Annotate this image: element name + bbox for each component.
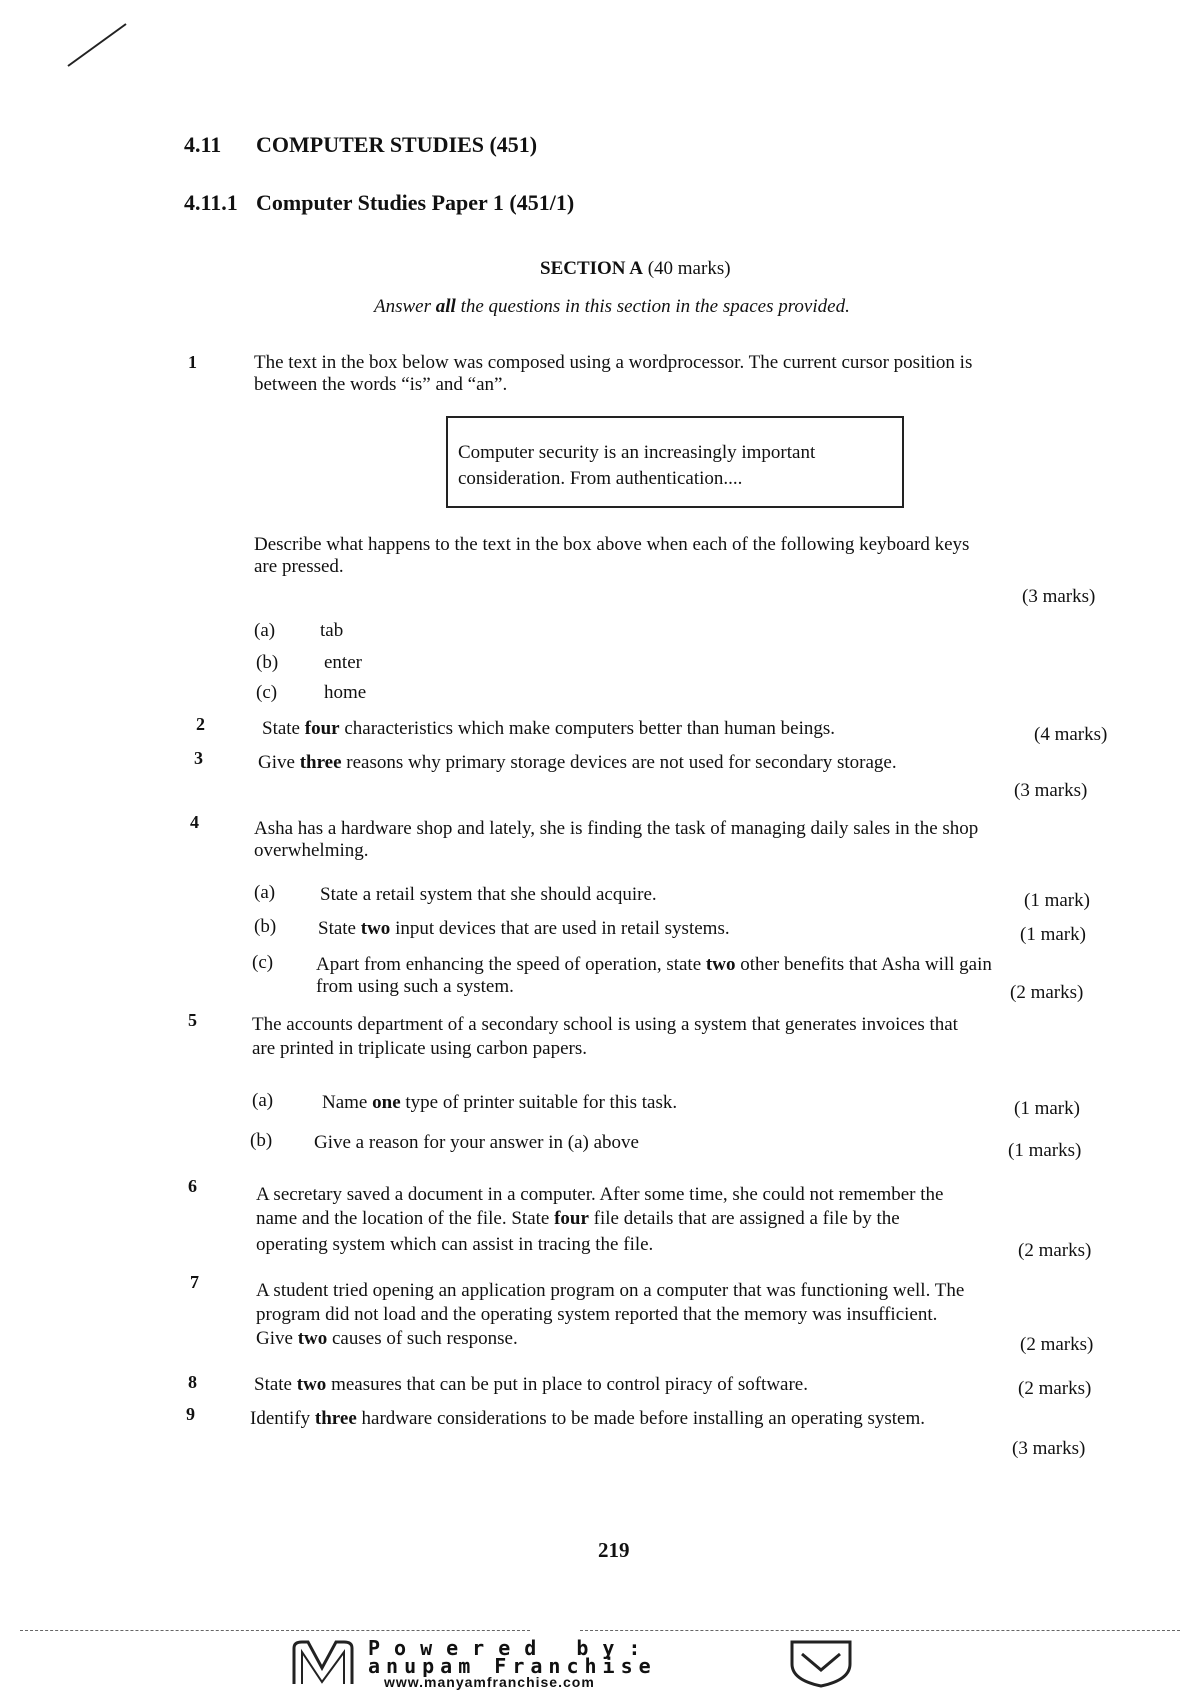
question-1-line-2: between the words “is” and “an”. bbox=[254, 374, 508, 395]
subsection-title: Computer Studies Paper 1 (451/1) bbox=[256, 190, 575, 215]
question-1-part-a-text: tab bbox=[320, 620, 344, 641]
q4c-text-pre: Apart from enhancing the speed of operation, state bbox=[316, 954, 706, 975]
section-title: COMPUTER STUDIES (451) bbox=[256, 132, 538, 157]
section-a-instruction bbox=[374, 296, 850, 318]
question-4-part-a-label: (a) bbox=[254, 882, 276, 903]
question-4-part-c-marks: (2 marks) bbox=[1010, 982, 1084, 1003]
question-7-line-3 bbox=[256, 1328, 518, 1350]
question-9-number: 9 bbox=[186, 1404, 195, 1424]
logo-line-2: anupam Franchise bbox=[368, 1654, 657, 1678]
q4b-text-bold: two bbox=[360, 918, 391, 939]
question-7-line-2: program did not load and the operating system reported that the memory was insufficient. bbox=[256, 1304, 938, 1325]
logo-line-3: www.manyamfranchise.com bbox=[384, 1674, 595, 1690]
question-5-part-a-label: (a) bbox=[252, 1090, 274, 1111]
question-3-number: 3 bbox=[194, 748, 203, 768]
question-5-part-b-text: Give a reason for your answer in (a) above bbox=[314, 1132, 639, 1153]
logo-shield-icon bbox=[788, 1636, 854, 1688]
question-5-line-2: are printed in triplicate using carbon papers. bbox=[252, 1038, 588, 1059]
instruction-emphasis: all bbox=[435, 296, 456, 317]
q3-text-post: reasons why primary storage devices are not used for secondary storage. bbox=[341, 752, 897, 773]
question-5-part-b-marks: (1 marks) bbox=[1008, 1140, 1082, 1161]
question-1-marks: (3 marks) bbox=[1022, 586, 1096, 607]
q9-text-post: hardware considerations to be made before installing an operating system. bbox=[356, 1408, 926, 1429]
question-5-part-b-label: (b) bbox=[250, 1130, 273, 1151]
question-5-line-1: The accounts department of a secondary school is using a system that generates invoices that bbox=[252, 1014, 958, 1035]
question-4-part-a-text: State a retail system that she should acquire. bbox=[320, 884, 657, 905]
question-1-part-c-label: (c) bbox=[256, 682, 278, 703]
question-4-part-b-text bbox=[318, 918, 730, 940]
question-4-part-c-label: (c) bbox=[252, 952, 274, 973]
section-a-label: SECTION A bbox=[540, 258, 643, 279]
question-7-marks: (2 marks) bbox=[1020, 1334, 1094, 1355]
subsection-number: 4.11.1 bbox=[184, 190, 238, 215]
question-9-marks: (3 marks) bbox=[1012, 1438, 1086, 1459]
q2-text-bold: four bbox=[304, 718, 340, 739]
section-a-marks: (40 marks) bbox=[647, 258, 731, 279]
question-4-part-c-line-1 bbox=[316, 954, 992, 976]
question-4-part-a-marks: (1 mark) bbox=[1024, 890, 1090, 911]
question-4-line-2: overwhelming. bbox=[254, 840, 369, 861]
footer-rule-left bbox=[20, 1630, 530, 1631]
text-box-line-2: consideration. From authentication.... bbox=[458, 468, 743, 489]
q5a-text-post: type of printer suitable for this task. bbox=[400, 1092, 678, 1113]
question-1-part-a-label: (a) bbox=[254, 620, 276, 641]
question-1-text-box bbox=[446, 416, 904, 508]
pen-stroke-mark bbox=[64, 20, 134, 70]
question-2-number: 2 bbox=[196, 714, 205, 734]
question-6-line-2 bbox=[256, 1208, 900, 1230]
question-9-text bbox=[250, 1408, 925, 1430]
q2-text-pre: State bbox=[262, 718, 305, 739]
question-1-describe-line-2: are pressed. bbox=[254, 556, 344, 577]
page-number: 219 bbox=[598, 1538, 630, 1562]
question-6-line-1: A secretary saved a document in a computer. After some time, she could not remember the bbox=[256, 1184, 944, 1205]
question-6-marks: (2 marks) bbox=[1018, 1240, 1092, 1261]
q7-text-pre: Give bbox=[256, 1328, 298, 1349]
question-5-number: 5 bbox=[188, 1010, 197, 1030]
section-a-heading bbox=[540, 258, 731, 280]
instruction-text-1: Answer bbox=[374, 296, 436, 317]
q9-text-bold: three bbox=[314, 1408, 357, 1429]
question-1-number: 1 bbox=[188, 352, 197, 372]
question-5-part-a-text bbox=[322, 1092, 677, 1114]
q4c-text-bold: two bbox=[705, 954, 736, 975]
footer-rule-right bbox=[580, 1630, 1180, 1631]
question-8-text bbox=[254, 1374, 808, 1396]
q3-text-bold: three bbox=[299, 752, 342, 773]
q4b-text-post: input devices that are used in retail systems. bbox=[390, 918, 730, 939]
q5a-text-bold: one bbox=[372, 1092, 401, 1113]
question-4-number: 4 bbox=[190, 812, 199, 832]
q3-text-pre: Give bbox=[258, 752, 300, 773]
question-2-marks: (4 marks) bbox=[1034, 724, 1108, 745]
question-8-number: 8 bbox=[188, 1372, 197, 1392]
q6-text-pre: name and the location of the file. State bbox=[256, 1208, 555, 1229]
question-6-number: 6 bbox=[188, 1176, 197, 1196]
question-1-part-c-text: home bbox=[324, 682, 367, 703]
question-2-text bbox=[262, 718, 835, 740]
question-3-text bbox=[258, 752, 897, 774]
question-7-line-1: A student tried opening an application program on a computer that was functioning well. The bbox=[256, 1280, 965, 1301]
text-box-line-1: Computer security is an increasingly important bbox=[458, 442, 816, 463]
instruction-text-2: the questions in this section in the spaces provided. bbox=[455, 296, 850, 317]
q9-text-pre: Identify bbox=[250, 1408, 315, 1429]
question-1-part-b-label: (b) bbox=[256, 652, 279, 673]
question-4-part-c-line-2: from using such a system. bbox=[316, 976, 514, 997]
question-6-line-3: operating system which can assist in tracing the file. bbox=[256, 1234, 654, 1255]
question-8-marks: (2 marks) bbox=[1018, 1378, 1092, 1399]
q8-text-post: measures that can be put in place to control piracy of software. bbox=[326, 1374, 808, 1395]
question-4-part-b-marks: (1 mark) bbox=[1020, 924, 1086, 945]
question-7-number: 7 bbox=[190, 1272, 199, 1292]
logo-m-icon bbox=[288, 1638, 358, 1688]
q6-text-post: file details that are assigned a file by the bbox=[588, 1208, 900, 1229]
q8-text-bold: two bbox=[296, 1374, 327, 1395]
question-1-line-1: The text in the box below was composed using a wordprocessor. The current cursor position is bbox=[254, 352, 973, 373]
q7-text-bold: two bbox=[297, 1328, 328, 1349]
logo-line-1: Powered by: bbox=[368, 1636, 655, 1660]
q5a-text-pre: Name bbox=[322, 1092, 373, 1113]
question-4-part-b-label: (b) bbox=[254, 916, 277, 937]
section-number: 4.11 bbox=[184, 132, 222, 157]
q2-text-post: characteristics which make computers better than human beings. bbox=[339, 718, 835, 739]
q6-text-bold: four bbox=[554, 1208, 589, 1229]
q4c-text-post: other benefits that Asha will gain bbox=[735, 954, 992, 975]
question-4-line-1: Asha has a hardware shop and lately, she is finding the task of managing daily sales in the shop bbox=[254, 818, 979, 839]
question-3-marks: (3 marks) bbox=[1014, 780, 1088, 801]
footer-logo bbox=[288, 1636, 858, 1692]
q8-text-pre: State bbox=[254, 1374, 297, 1395]
q7-text-post: causes of such response. bbox=[327, 1328, 518, 1349]
q4b-text-pre: State bbox=[318, 918, 361, 939]
question-1-describe-line-1: Describe what happens to the text in the box above when each of the following keyboard keys bbox=[254, 534, 970, 555]
question-5-part-a-marks: (1 mark) bbox=[1014, 1098, 1080, 1119]
question-1-part-b-text: enter bbox=[324, 652, 362, 673]
